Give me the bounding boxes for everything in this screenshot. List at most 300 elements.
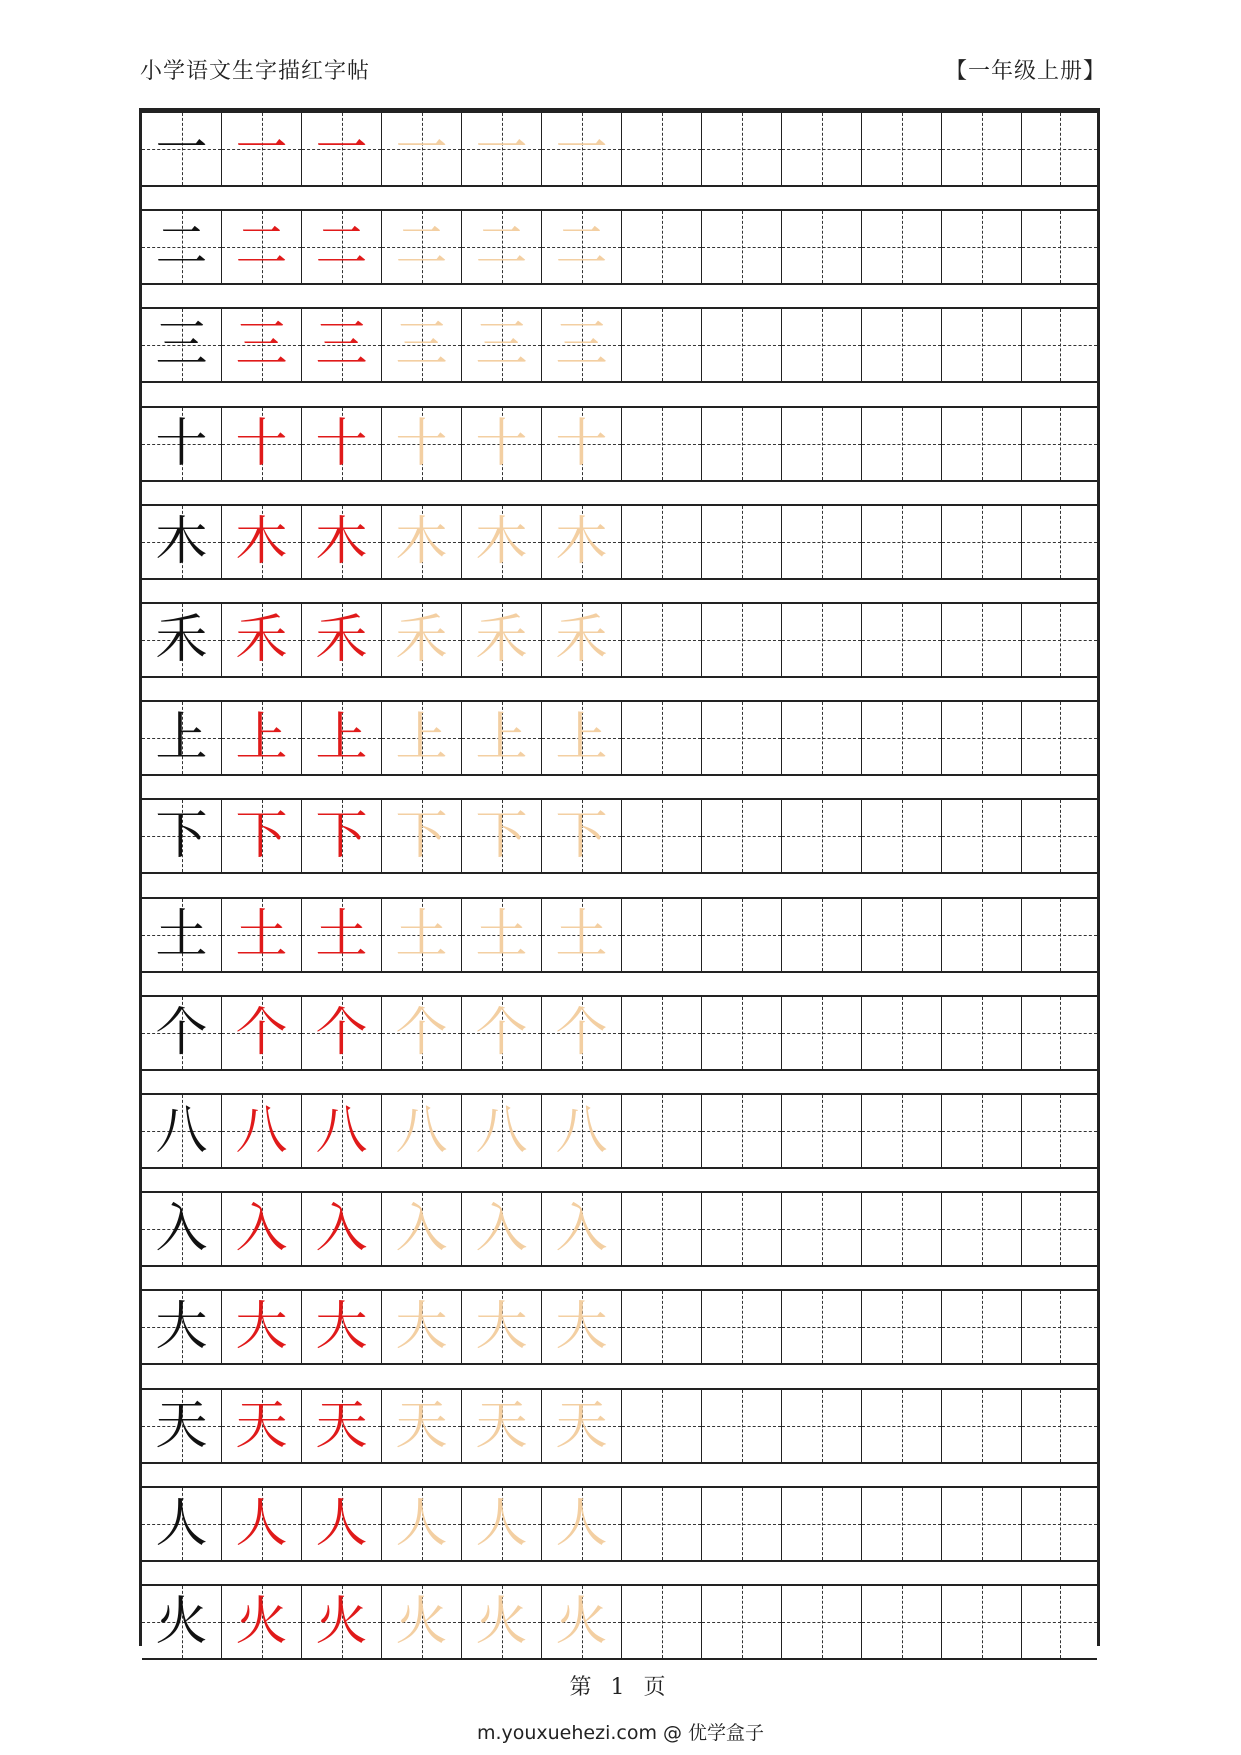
empty-grid-cell [782, 408, 862, 480]
grid-cell [462, 211, 542, 283]
empty-grid-cell [622, 800, 702, 872]
light-trace-char: 三 [395, 315, 448, 376]
grid-cell [542, 1586, 622, 1658]
red-trace-char: 大 [235, 1297, 288, 1358]
empty-grid-cell [862, 1095, 942, 1167]
model-char: 禾 [155, 610, 208, 670]
empty-grid-cell [862, 1291, 942, 1363]
empty-grid-cell [862, 506, 942, 578]
light-trace-char: 十 [475, 413, 528, 474]
grid-cell [462, 113, 542, 185]
empty-grid-cell [702, 604, 782, 676]
empty-grid-cell [622, 506, 702, 578]
grid-cell [142, 1488, 222, 1560]
grid-cell [222, 113, 302, 185]
red-trace-char: 十 [235, 413, 288, 474]
page-number: 第 1 页 [569, 1675, 672, 1700]
model-char: 一 [155, 119, 208, 179]
empty-grid-cell [782, 1586, 862, 1658]
grid-cell [222, 1095, 302, 1167]
light-trace-char: 天 [395, 1395, 448, 1456]
grid-cell [302, 113, 382, 185]
practice-row [142, 1093, 1097, 1169]
grid-cell [382, 211, 462, 283]
practice-row [142, 1584, 1097, 1660]
practice-row [142, 307, 1097, 383]
light-trace-char: 土 [475, 904, 528, 965]
light-trace-char: 二 [475, 217, 528, 278]
model-char: 十 [155, 413, 208, 474]
grid-cell [142, 800, 222, 872]
grid-cell [302, 1586, 382, 1658]
grid-cell [142, 997, 222, 1069]
red-trace-char: 入 [235, 1199, 288, 1260]
empty-grid-cell [1022, 211, 1097, 283]
light-trace-char: 人 [555, 1493, 608, 1554]
grid-cell [382, 1095, 462, 1167]
light-trace-char: 木 [555, 511, 608, 572]
light-trace-char: 二 [555, 217, 608, 278]
red-trace-char: 土 [235, 904, 288, 965]
empty-grid-cell [782, 211, 862, 283]
grid-cell [382, 800, 462, 872]
grid-cell [542, 113, 622, 185]
practice-row [142, 1191, 1097, 1267]
empty-grid-cell [1022, 506, 1097, 578]
grid-cell [142, 408, 222, 480]
light-trace-char: 入 [395, 1199, 448, 1260]
empty-grid-cell [702, 1390, 782, 1462]
grid-cell [222, 1193, 302, 1265]
light-trace-char: 一 [395, 119, 448, 179]
red-trace-char: 土 [315, 904, 368, 965]
grid-cell [302, 1193, 382, 1265]
grid-cell [382, 1586, 462, 1658]
light-trace-char: 个 [395, 1002, 448, 1063]
grid-cell [382, 1488, 462, 1560]
model-char: 三 [155, 315, 208, 376]
grid-cell [462, 1586, 542, 1658]
grid-cell [222, 702, 302, 774]
empty-grid-cell [942, 1586, 1022, 1658]
empty-grid-cell [782, 899, 862, 971]
grid-cell [542, 506, 622, 578]
grid-cell [142, 113, 222, 185]
empty-grid-cell [862, 211, 942, 283]
light-trace-char: 下 [555, 806, 608, 867]
red-trace-char: 个 [235, 1002, 288, 1063]
empty-grid-cell [622, 997, 702, 1069]
grid-cell [542, 997, 622, 1069]
empty-grid-cell [1022, 1095, 1097, 1167]
grid-cell [302, 1390, 382, 1462]
grid-cell [142, 1291, 222, 1363]
light-trace-char: 三 [555, 315, 608, 376]
empty-grid-cell [942, 211, 1022, 283]
empty-grid-cell [862, 113, 942, 185]
empty-grid-cell [622, 408, 702, 480]
grid-cell [142, 604, 222, 676]
grid-cell [462, 1095, 542, 1167]
empty-grid-cell [622, 1586, 702, 1658]
grid-cell [462, 604, 542, 676]
red-trace-char: 禾 [315, 610, 368, 670]
grid-cell [302, 702, 382, 774]
grid-cell [222, 506, 302, 578]
empty-grid-cell [862, 1488, 942, 1560]
light-trace-char: 下 [395, 806, 448, 867]
red-trace-char: 天 [315, 1395, 368, 1456]
empty-grid-cell [782, 1095, 862, 1167]
light-trace-char: 禾 [475, 610, 528, 670]
red-trace-char: 火 [235, 1592, 288, 1652]
empty-grid-cell [1022, 113, 1097, 185]
empty-grid-cell [1022, 309, 1097, 381]
light-trace-char: 土 [395, 904, 448, 965]
empty-grid-cell [942, 1095, 1022, 1167]
empty-grid-cell [622, 211, 702, 283]
grid-cell [302, 604, 382, 676]
red-trace-char: 个 [315, 1002, 368, 1063]
empty-grid-cell [622, 1095, 702, 1167]
grid-cell [542, 604, 622, 676]
grid-cell [462, 408, 542, 480]
grid-cell [222, 1586, 302, 1658]
practice-row [142, 700, 1097, 776]
page-header-title: 小学语文生字描红字帖 [140, 59, 371, 84]
practice-row [142, 602, 1097, 678]
empty-grid-cell [942, 604, 1022, 676]
empty-grid-cell [1022, 702, 1097, 774]
grid-cell [382, 408, 462, 480]
grid-cell [542, 800, 622, 872]
empty-grid-cell [702, 800, 782, 872]
light-trace-char: 十 [395, 413, 448, 474]
empty-grid-cell [862, 309, 942, 381]
grid-cell [382, 604, 462, 676]
empty-grid-cell [782, 113, 862, 185]
empty-grid-cell [782, 506, 862, 578]
empty-grid-cell [622, 1291, 702, 1363]
grid-cell [382, 702, 462, 774]
grid-cell [302, 997, 382, 1069]
empty-grid-cell [1022, 408, 1097, 480]
empty-grid-cell [942, 800, 1022, 872]
empty-grid-cell [782, 1193, 862, 1265]
practice-row [142, 406, 1097, 482]
empty-grid-cell [622, 604, 702, 676]
red-trace-char: 人 [315, 1493, 368, 1554]
empty-grid-cell [702, 506, 782, 578]
empty-grid-cell [1022, 604, 1097, 676]
grid-cell [462, 506, 542, 578]
light-trace-char: 禾 [395, 610, 448, 670]
empty-grid-cell [702, 1586, 782, 1658]
practice-row [142, 209, 1097, 285]
empty-grid-cell [622, 309, 702, 381]
light-trace-char: 人 [395, 1493, 448, 1554]
grid-cell [382, 506, 462, 578]
empty-grid-cell [942, 1291, 1022, 1363]
red-trace-char: 上 [235, 708, 288, 769]
red-trace-char: 八 [315, 1101, 368, 1161]
grid-cell [222, 800, 302, 872]
empty-grid-cell [942, 1390, 1022, 1462]
light-trace-char: 天 [555, 1395, 608, 1456]
light-trace-char: 火 [475, 1592, 528, 1652]
empty-grid-cell [702, 1291, 782, 1363]
light-trace-char: 火 [555, 1592, 608, 1652]
grid-cell [142, 899, 222, 971]
empty-grid-cell [702, 899, 782, 971]
empty-grid-cell [862, 1193, 942, 1265]
red-trace-char: 木 [235, 511, 288, 572]
light-trace-char: 三 [475, 315, 528, 376]
practice-row [142, 1289, 1097, 1365]
empty-grid-cell [1022, 800, 1097, 872]
grid-cell [542, 1095, 622, 1167]
practice-grid [139, 108, 1100, 1652]
grid-cell [382, 113, 462, 185]
grid-cell [222, 899, 302, 971]
light-trace-char: 一 [475, 119, 528, 179]
model-char: 二 [155, 217, 208, 278]
grid-cell [302, 309, 382, 381]
grid-cell [542, 309, 622, 381]
model-char: 个 [155, 1002, 208, 1063]
grid-cell [542, 211, 622, 283]
empty-grid-cell [1022, 997, 1097, 1069]
practice-row [142, 1486, 1097, 1562]
red-trace-char: 禾 [235, 610, 288, 670]
empty-grid-cell [862, 1390, 942, 1462]
grid-cell [462, 702, 542, 774]
empty-grid-cell [942, 899, 1022, 971]
grid-cell [462, 997, 542, 1069]
empty-grid-cell [782, 800, 862, 872]
site-credit: m.youxuehezi.com @ 优学盒子 [476, 1722, 765, 1744]
empty-grid-cell [942, 408, 1022, 480]
empty-grid-cell [942, 702, 1022, 774]
model-char: 入 [155, 1199, 208, 1260]
light-trace-char: 大 [395, 1297, 448, 1358]
empty-grid-cell [862, 604, 942, 676]
empty-grid-cell [622, 899, 702, 971]
light-trace-char: 上 [395, 708, 448, 769]
grid-cell [382, 309, 462, 381]
light-trace-char: 八 [555, 1101, 608, 1161]
grid-cell [542, 702, 622, 774]
light-trace-char: 天 [475, 1395, 528, 1456]
empty-grid-cell [1022, 1390, 1097, 1462]
red-trace-char: 天 [235, 1395, 288, 1456]
empty-grid-cell [782, 997, 862, 1069]
grid-cell [142, 1586, 222, 1658]
page-header-grade: 【一年级上册】 [944, 59, 1106, 84]
empty-grid-cell [1022, 1488, 1097, 1560]
red-trace-char: 十 [315, 413, 368, 474]
light-trace-char: 八 [395, 1101, 448, 1161]
grid-cell [542, 1193, 622, 1265]
empty-grid-cell [702, 211, 782, 283]
light-trace-char: 土 [555, 904, 608, 965]
light-trace-char: 入 [475, 1199, 528, 1260]
grid-cell [302, 211, 382, 283]
grid-cell [382, 899, 462, 971]
practice-row [142, 1388, 1097, 1464]
grid-cell [222, 604, 302, 676]
grid-cell [462, 899, 542, 971]
empty-grid-cell [702, 113, 782, 185]
model-char: 天 [155, 1395, 208, 1456]
grid-cell [462, 1193, 542, 1265]
empty-grid-cell [622, 1193, 702, 1265]
empty-grid-cell [1022, 1586, 1097, 1658]
grid-cell [302, 1095, 382, 1167]
light-trace-char: 入 [555, 1199, 608, 1260]
grid-cell [382, 1390, 462, 1462]
red-trace-char: 下 [315, 806, 368, 867]
light-trace-char: 个 [555, 1002, 608, 1063]
grid-cell [542, 1390, 622, 1462]
empty-grid-cell [782, 702, 862, 774]
grid-cell [302, 1488, 382, 1560]
empty-grid-cell [782, 604, 862, 676]
practice-row [142, 897, 1097, 973]
empty-grid-cell [702, 997, 782, 1069]
light-trace-char: 木 [475, 511, 528, 572]
light-trace-char: 一 [555, 119, 608, 179]
grid-cell [302, 1291, 382, 1363]
empty-grid-cell [702, 309, 782, 381]
practice-row [142, 798, 1097, 874]
empty-grid-cell [782, 1390, 862, 1462]
empty-grid-cell [862, 997, 942, 1069]
grid-cell [462, 800, 542, 872]
grid-cell [142, 1193, 222, 1265]
red-trace-char: 二 [235, 217, 288, 278]
light-trace-char: 火 [395, 1592, 448, 1652]
empty-grid-cell [622, 1488, 702, 1560]
grid-cell [222, 1291, 302, 1363]
practice-row [142, 504, 1097, 580]
model-char: 八 [155, 1101, 208, 1161]
grid-cell [142, 506, 222, 578]
red-trace-char: 上 [315, 708, 368, 769]
light-trace-char: 人 [475, 1493, 528, 1554]
grid-cell [142, 702, 222, 774]
red-trace-char: 一 [235, 119, 288, 179]
empty-grid-cell [942, 309, 1022, 381]
light-trace-char: 大 [475, 1297, 528, 1358]
light-trace-char: 禾 [555, 610, 608, 670]
red-trace-char: 入 [315, 1199, 368, 1260]
light-trace-char: 上 [555, 708, 608, 769]
empty-grid-cell [862, 899, 942, 971]
empty-grid-cell [702, 408, 782, 480]
red-trace-char: 人 [235, 1493, 288, 1554]
grid-cell [142, 1390, 222, 1462]
light-trace-char: 八 [475, 1101, 528, 1161]
empty-grid-cell [862, 1586, 942, 1658]
red-trace-char: 大 [315, 1297, 368, 1358]
empty-grid-cell [702, 1488, 782, 1560]
red-trace-char: 三 [315, 315, 368, 376]
model-char: 下 [155, 806, 208, 867]
practice-row [142, 111, 1097, 187]
empty-grid-cell [942, 506, 1022, 578]
grid-cell [222, 408, 302, 480]
empty-grid-cell [862, 408, 942, 480]
red-trace-char: 八 [235, 1101, 288, 1161]
grid-cell [302, 800, 382, 872]
empty-grid-cell [622, 702, 702, 774]
empty-grid-cell [1022, 1291, 1097, 1363]
grid-cell [222, 1390, 302, 1462]
empty-grid-cell [622, 1390, 702, 1462]
light-trace-char: 下 [475, 806, 528, 867]
empty-grid-cell [942, 1193, 1022, 1265]
empty-grid-cell [622, 113, 702, 185]
grid-cell [462, 1488, 542, 1560]
grid-cell [382, 1193, 462, 1265]
light-trace-char: 木 [395, 511, 448, 572]
model-char: 人 [155, 1493, 208, 1554]
grid-cell [462, 309, 542, 381]
empty-grid-cell [702, 1095, 782, 1167]
grid-cell [382, 1291, 462, 1363]
model-char: 土 [155, 904, 208, 965]
red-trace-char: 木 [315, 511, 368, 572]
empty-grid-cell [782, 309, 862, 381]
grid-cell [542, 899, 622, 971]
grid-cell [142, 211, 222, 283]
light-trace-char: 十 [555, 413, 608, 474]
light-trace-char: 上 [475, 708, 528, 769]
empty-grid-cell [782, 1291, 862, 1363]
empty-grid-cell [942, 113, 1022, 185]
grid-cell [462, 1390, 542, 1462]
practice-row [142, 995, 1097, 1071]
light-trace-char: 个 [475, 1002, 528, 1063]
empty-grid-cell [1022, 899, 1097, 971]
empty-grid-cell [702, 702, 782, 774]
empty-grid-cell [942, 997, 1022, 1069]
red-trace-char: 下 [235, 806, 288, 867]
grid-cell [542, 1488, 622, 1560]
empty-grid-cell [942, 1488, 1022, 1560]
grid-cell [542, 408, 622, 480]
red-trace-char: 二 [315, 217, 368, 278]
grid-cell [142, 309, 222, 381]
light-trace-char: 大 [555, 1297, 608, 1358]
model-char: 木 [155, 511, 208, 572]
red-trace-char: 三 [235, 315, 288, 376]
grid-cell [222, 211, 302, 283]
grid-cell [542, 1291, 622, 1363]
model-char: 大 [155, 1297, 208, 1358]
grid-cell [382, 997, 462, 1069]
red-trace-char: 火 [315, 1592, 368, 1652]
empty-grid-cell [1022, 1193, 1097, 1265]
light-trace-char: 二 [395, 217, 448, 278]
grid-cell [222, 309, 302, 381]
grid-cell [222, 997, 302, 1069]
empty-grid-cell [862, 800, 942, 872]
model-char: 上 [155, 708, 208, 769]
grid-cell [302, 408, 382, 480]
empty-grid-cell [782, 1488, 862, 1560]
